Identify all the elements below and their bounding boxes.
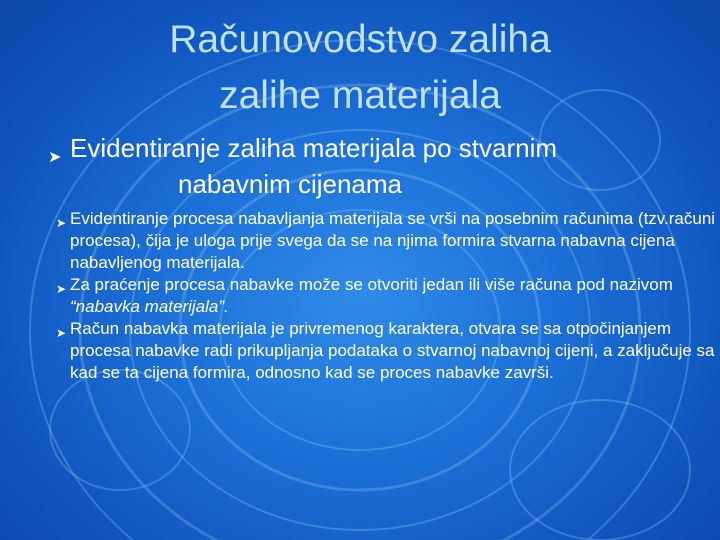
arrow-bullet-icon: ➤ <box>56 326 67 340</box>
arrow-bullet-icon: ➤ <box>56 216 67 230</box>
sub-bullet-1 <box>56 208 716 274</box>
sub-bullet-list <box>56 208 716 384</box>
main-bullet-line-1: Evidentiranje zaliha materijala po stvarnim <box>70 133 558 163</box>
arrow-bullet-icon: ➤ <box>56 282 67 296</box>
sub-bullet-text: Evidentiranje procesa nabavljanja materijala se vrši na posebnim računima (tzv.računi procesa), čija je uloga prije svega da se na njima formira stvarna nabavna cijena nabavljenog materijala. <box>70 209 716 272</box>
sub-bullet-text-italic: “nabavka materijala”. <box>70 297 229 316</box>
sub-bullet-2 <box>56 274 716 318</box>
sub-bullet-3 <box>56 318 716 384</box>
slide-title <box>0 12 720 124</box>
sub-bullet-text: Račun nabavka materijala je privremenog karaktera, otvara se sa otpočinjanjem procesa nabavke radi prikupljanja podataka o stvarnoj nabavnoj cijeni, a zaključuje sa kad se ta cijena formira, odnosno kad se proces nabavke završi. <box>70 319 715 382</box>
arrow-bullet-icon: ➤ <box>48 149 62 166</box>
sub-bullet-text-plain: Za praćenje procesa nabavke može se otvoriti jedan ili više računa pod nazivom <box>70 275 673 294</box>
main-bullet <box>48 130 668 202</box>
title-line-2: zalihe materijala <box>219 74 501 117</box>
main-bullet-line-2: nabavnim cijenama <box>178 169 403 199</box>
sub-bullet-text <box>70 274 716 318</box>
title-line-1: Računovodstvo zaliha <box>169 18 551 61</box>
